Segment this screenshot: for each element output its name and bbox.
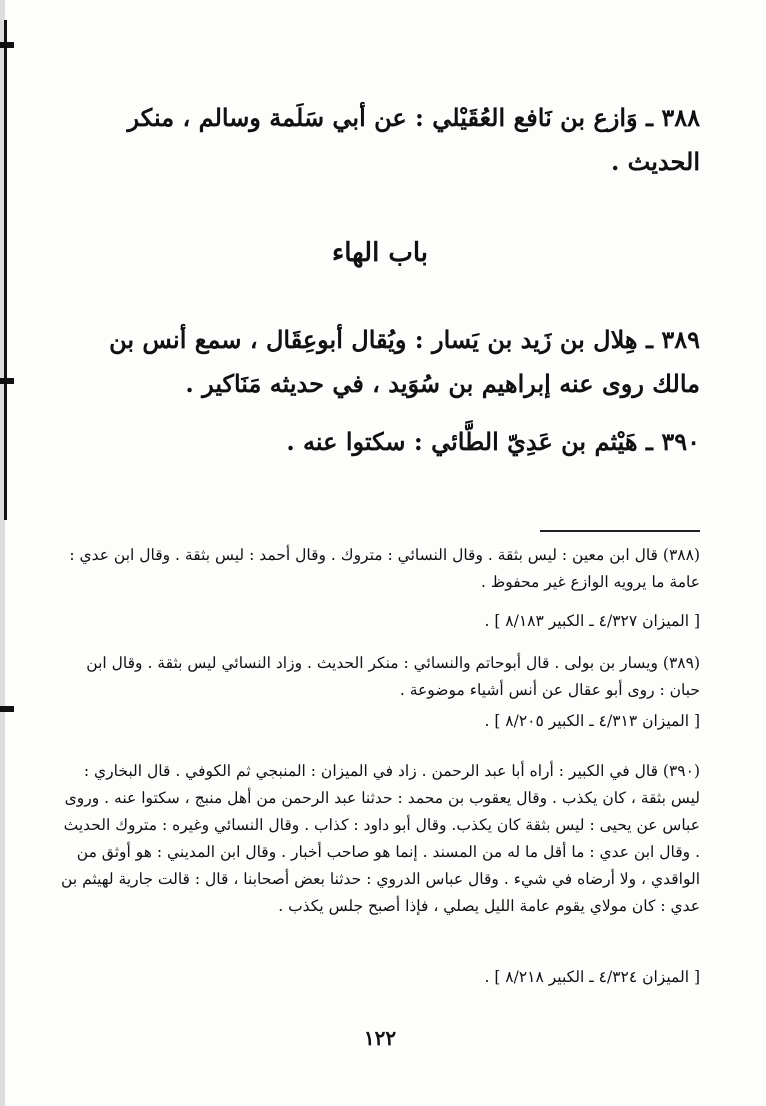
footnote-body: (٣٨٨) قال ابن معين : ليس بثقة . وقال النسائي : متروك . وقال أحمد : ليس بثقة . وقال ابن عدي : عامة ما يرويه الوازع غير محفوظ . xyxy=(69,546,700,591)
entry-389: ٣٨٩ ـ هِلال بن زَيد بن يَسار : ويُقال أبوعِقَال ، سمع أنس بن مالك روى عنه إبراهيم بن سُوَيد ، في حديثه مَنَاكير . xyxy=(109,325,700,398)
scan-tick xyxy=(0,706,14,712)
footnote-source: [ الميزان ٤/٣١٣ ـ الكبير ٨/٢٠٥ ] . xyxy=(484,712,700,730)
book-page xyxy=(60,0,700,1106)
footnote-body: (٣٨٩) ويسار بن بولى . قال أبوحاتم والنسائي : منكر الحديث . وزاد النسائي ليس بثقة . وقال ابن حبان : روى أبو عقال عن أنس أشياء موضوعة . xyxy=(86,654,700,699)
footnote-separator xyxy=(540,530,700,532)
scan-tick xyxy=(0,378,14,384)
footnote-390 xyxy=(60,758,700,920)
footnote-body: (٣٩٠) قال في الكبير : أراه أبا عبد الرحمن . زاد في الميزان : المنبجي ثم الكوفي . قال البخاري : ليس بثقة ، كان يكذب . وقال يعقوب بن محمد : حدثنا عبد الرحمن من أهل منبج ، سكتوا عنه . وروى عباس عن يحيى : ليس بثقة كان يكذب. وقال أبو داود : كذاب . وقال النسائي وغيره : متروك الحديث . وقال ابن عدي : ما أقل ما له من المسند . إنما هو صاحب أخبار . وقال ابن المديني : هو أوثق من الواقدي ، ولا أرضاه في شيء . وقال عباس الدروي : حدثنا بعض أصحابنا ، قال : قالت جارية لهيثم بن عدي : كان مولاي يقوم عامة الليل يصلي ، فإذا أصبح جلس يكذب . xyxy=(61,762,700,915)
section-heading: باب الهاء xyxy=(332,238,428,268)
scan-tick xyxy=(0,42,14,48)
scan-mark xyxy=(4,20,7,520)
entry-388: ٣٨٨ ـ وَازع بن نَافع العُقَيْلي : عن أبي سَلَمة وسالم ، منكر الحديث . xyxy=(127,103,700,176)
entry-390: ٣٩٠ ـ هَيْثم بن عَدِيّ الطَّائي : سكتوا عنه . xyxy=(286,427,700,456)
footnote-388 xyxy=(60,542,700,596)
footnote-389 xyxy=(60,650,700,704)
footnote-source: [ الميزان ٤/٣٢٧ ـ الكبير ٨/١٨٣ ] . xyxy=(484,612,700,630)
footnote-source: [ الميزان ٤/٣٢٤ ـ الكبير ٨/٢١٨ ] . xyxy=(484,968,700,986)
page-number: ١٢٢ xyxy=(363,1026,397,1050)
